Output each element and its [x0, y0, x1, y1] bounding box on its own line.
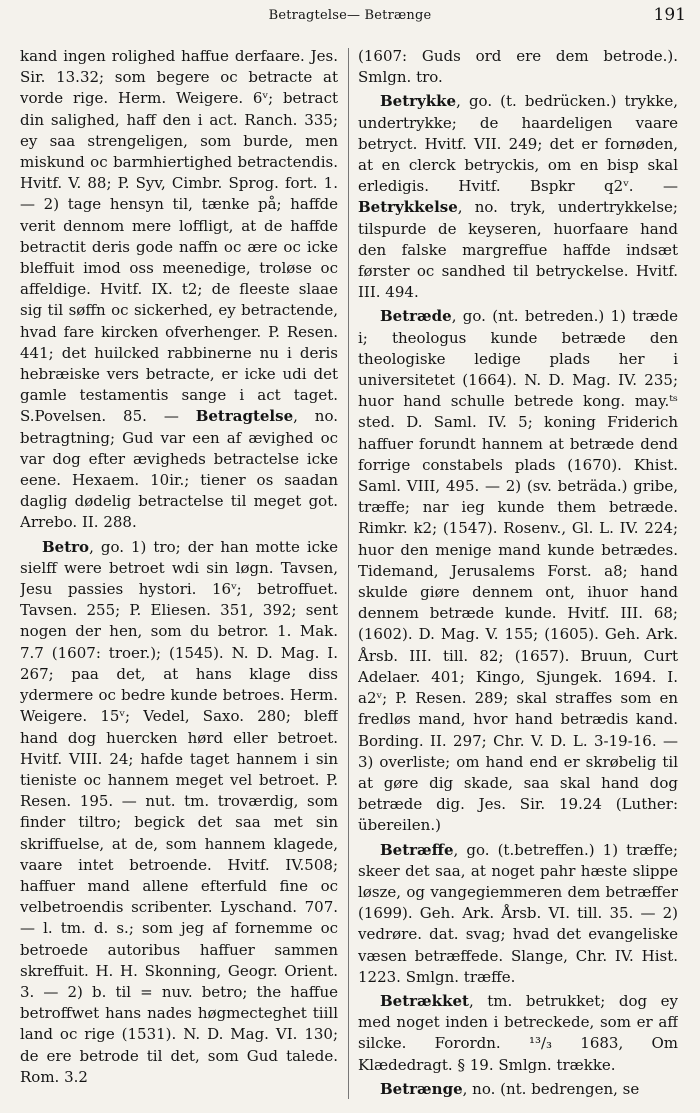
- entry-betraeffe: [358, 840, 678, 988]
- entry-betraekket: [358, 991, 678, 1076]
- entry-text: , go. (t.betreffen.) 1) træffe; skeer det saa, at noget pahr hæste slippe løsze, og vangegiemmeren dem betræffer (1699). Geh. Ark. Årsb. VI. till. 35. — 2) vedrøre. dat. svag; hvad det evangeliske væsen betræffede. Slange, Chr. IV. Hist. 1223. Smlgn. træffe.: [358, 840, 678, 986]
- entry-headword: Betrykke: [380, 92, 457, 111]
- entry-text: , no. betragtning; Gud var een af ævighed oc var dog efter ævigheds betractelse icke eene. Hexaem. 10ir.; tiener os saadan daglig dødelig betractelse til meget got. Arrebo. II. 288.: [20, 407, 338, 532]
- entry-text: , go. 1) tro; der han motte icke sielff were betroet wdi sin løgn. Tavsen, Jesu passies hystori. 16ᵛ; betroffuet. Tavsen. 255; P. Eliesen. 351, 392; sent nogen der hen, som du betror. 1. Mak. 7.7 (1607: troer.); (1545). N. D. Mag. I. 267; paa det, at hans klage diss ydermere oc bedre kunde betroes. Herm. Weigere. 15ᵛ; Vedel, Saxo. 280; bleff hand dog huercken hørd eller betroet. Hvitf. VIII. 24; hafde taget hannem i sin tieniste oc hannem meget vel betroet. P. Resen. 195. — nut. tm. troværdig, som finder tiltro; begick det saa met sin skriffuelse, at de, som hannem klagede, vaare intet betroende. Hvitf. IV.508; haffuer mand allene efterfuld fine oc velbetroendis scribenter. Lyschand. 707. — l. tm. d. s.; som jeg af fornemme oc betroede autoribus haffuer sammen skreffuit. H. H. Skonning, Geogr. Orient. 3. — 2) b. til = nuv. betro; the haffue betroffwet hans nades høgmecteghet tiill land oc rige (1531). N. D. Mag. VI. 130; de ere betrode til det, som Gud talede. Rom. 3.2: [20, 537, 338, 1086]
- entry-headword: Betro: [42, 537, 90, 556]
- page-number: 191: [653, 5, 686, 25]
- entry-betro: [20, 537, 338, 1088]
- entry-headword: Betrækket: [380, 991, 469, 1010]
- left-column: [20, 46, 338, 1103]
- header-title: Betragtelse— Betrænge: [268, 8, 432, 23]
- entry-text: , go. (t. bedrücken.) trykke, undertrykke; de haardeligen vaare betryct. Hvitf. VII. 249; det er fornøden, at en clerck betryckis, om en bisp skal erledigis. Hvitf. Bspkr q2ᵛ. —: [358, 92, 678, 196]
- entry-betragte-continued: kand ingen rolighed haffue derfaare. Jes. Sir. 13.32; som begere oc betracte at vorde rige. Herm. Weigere. 6ᵛ; betract din salighed, haff den i act. Ranch. 335; ey saa strengeligen, som burde, men miskund oc barmhiertighed betractendis. Hvitf. V. 88; P. Syv, Cimbr. Sprog. fort. 1. — 2) tage hensyn til, tænke på; haffde verit dennom mere loffligt, at de haffde betractit deris gode naffn oc ære oc icke bleffuit imod oss meenedige, troløse oc affeldige. Hvitf. IX. t2; de fleeste slaae sig til søffn oc sickerhed, ey betractende, hvad fare kircken ofverhenger. P. Resen. 441; det huilcked rabbinerne nu i deris hebræiske vers betracte, er icke udi det gamle testamentis sange i act taget. S.Povelsen. 85. — Betragtelse, no. betragtning; Gud var een af ævighed oc var dog efter ævigheds betractelse icke eene. Hexaem. 10ir.; tiener os saadan daglig dødelig betractelse til meget got. Arrebo. II. 288.: [20, 47, 338, 532]
- entry-headword: Betræde: [380, 307, 452, 326]
- entry-headword: Betrænge: [380, 1079, 463, 1098]
- entry-headword: Betræffe: [380, 840, 454, 859]
- entry-betro-continued: [358, 46, 678, 88]
- column-divider: [348, 48, 349, 1099]
- entry-betraenge: [358, 1079, 678, 1100]
- entry-betraede: [358, 306, 678, 836]
- right-column: [358, 46, 678, 1103]
- entry-text: , no. (nt. bedrengen, se: [462, 1079, 640, 1098]
- entry-text: , go. (nt. betreden.) 1) træde i; theologus kunde betræde den theologiske ledige plads her i universitetet (1664). N. D. Mag. IV. 235; huor hand schulle betrede kong. may.ᵗˢ sted. D. Saml. IV. 5; koning Friderich haffuer forundt hannem at betræde dend forrige constabels plads (1670). Khist. Saml. VIII, 495. — 2) (sv. beträda.) gribe, træffe; nar ieg kunde them betræde. Rimkr. k2; (1547). Rosenv., Gl. L. IV. 224; huor den menige mand kunde betrædes. Tidemand, Jerusalems Forst. a8; hand skulde giøre dennem ont, ihuor hand dennem betræde kunde. Hvitf. III. 68; (1602). D. Mag. V. 155; (1605). Geh. Ark. Årsb. III. till. 82; (1657). Bruun, Curt Adelaer. 401; Kingo, Sjungek. 1694. I. a2ᵛ; P. Resen. 289; skal straffes som en fredløs mand, hvor hand betrædis kand. Bording. II. 297; Chr. V. D. L. 3-19-16. — 3) overliste; om hand end er skrøbelig til at gøre dig skade, saa skal hand dog betræde dig. Jes. Sir. 19.24 (Luther: übereilen.): [358, 307, 678, 835]
- entry-text: , no. tryk, undertrykkelse; tilspurde de keyseren, huorfaare hand den falske margreffue haffde indsæt førster oc sandhed til betryckelse. Hvitf. III. 494.: [358, 198, 678, 302]
- running-header: [0, 2, 700, 28]
- entry-text: (1607: Guds ord ere dem betrode.). Smlgn. tro.: [358, 47, 678, 87]
- entry-text: kand ingen rolighed haffue derfaare. Jes. Sir. 13.32; som begere oc betracte at vorde rige. Herm. Weigere. 6ᵛ; betract din salighed, haff den i act. Ranch. 335; ey saa strengeligen, som burde, men miskund oc barmhiertighed betractendis. Hvitf. V. 88; P. Syv, Cimbr. Sprog. fort. 1. — 2) tage hensyn til, tænke på; haffde verit dennom mere loffligt, at de haffde betractit deris gode naffn oc ære oc icke bleffuit imod oss meenedige, troløse oc affeldige. Hvitf. IX. t2; de fleeste slaae sig til søffn oc sickerhed, ey betractende, hvad fare kircken ofverhenger. P. Resen. 441; det huilcked rabbinerne nu i deris hebræiske vers betracte, er icke udi det gamle testamentis sange i act taget. S.Povelsen. 85.: [20, 47, 338, 426]
- entry-text: , tm. betrukket; dog ey med noget inden i betreckede, som er aff silcke. Forordn. ¹³/₃ 1683, Om Klædedragt. § 19. Smlgn. trække.: [358, 991, 678, 1074]
- entry-headword-betragtelse: Betragtelse: [195, 407, 294, 426]
- entry-betrykke: [358, 91, 678, 303]
- entry-headword-betrykkelse: Betrykkelse: [358, 198, 458, 217]
